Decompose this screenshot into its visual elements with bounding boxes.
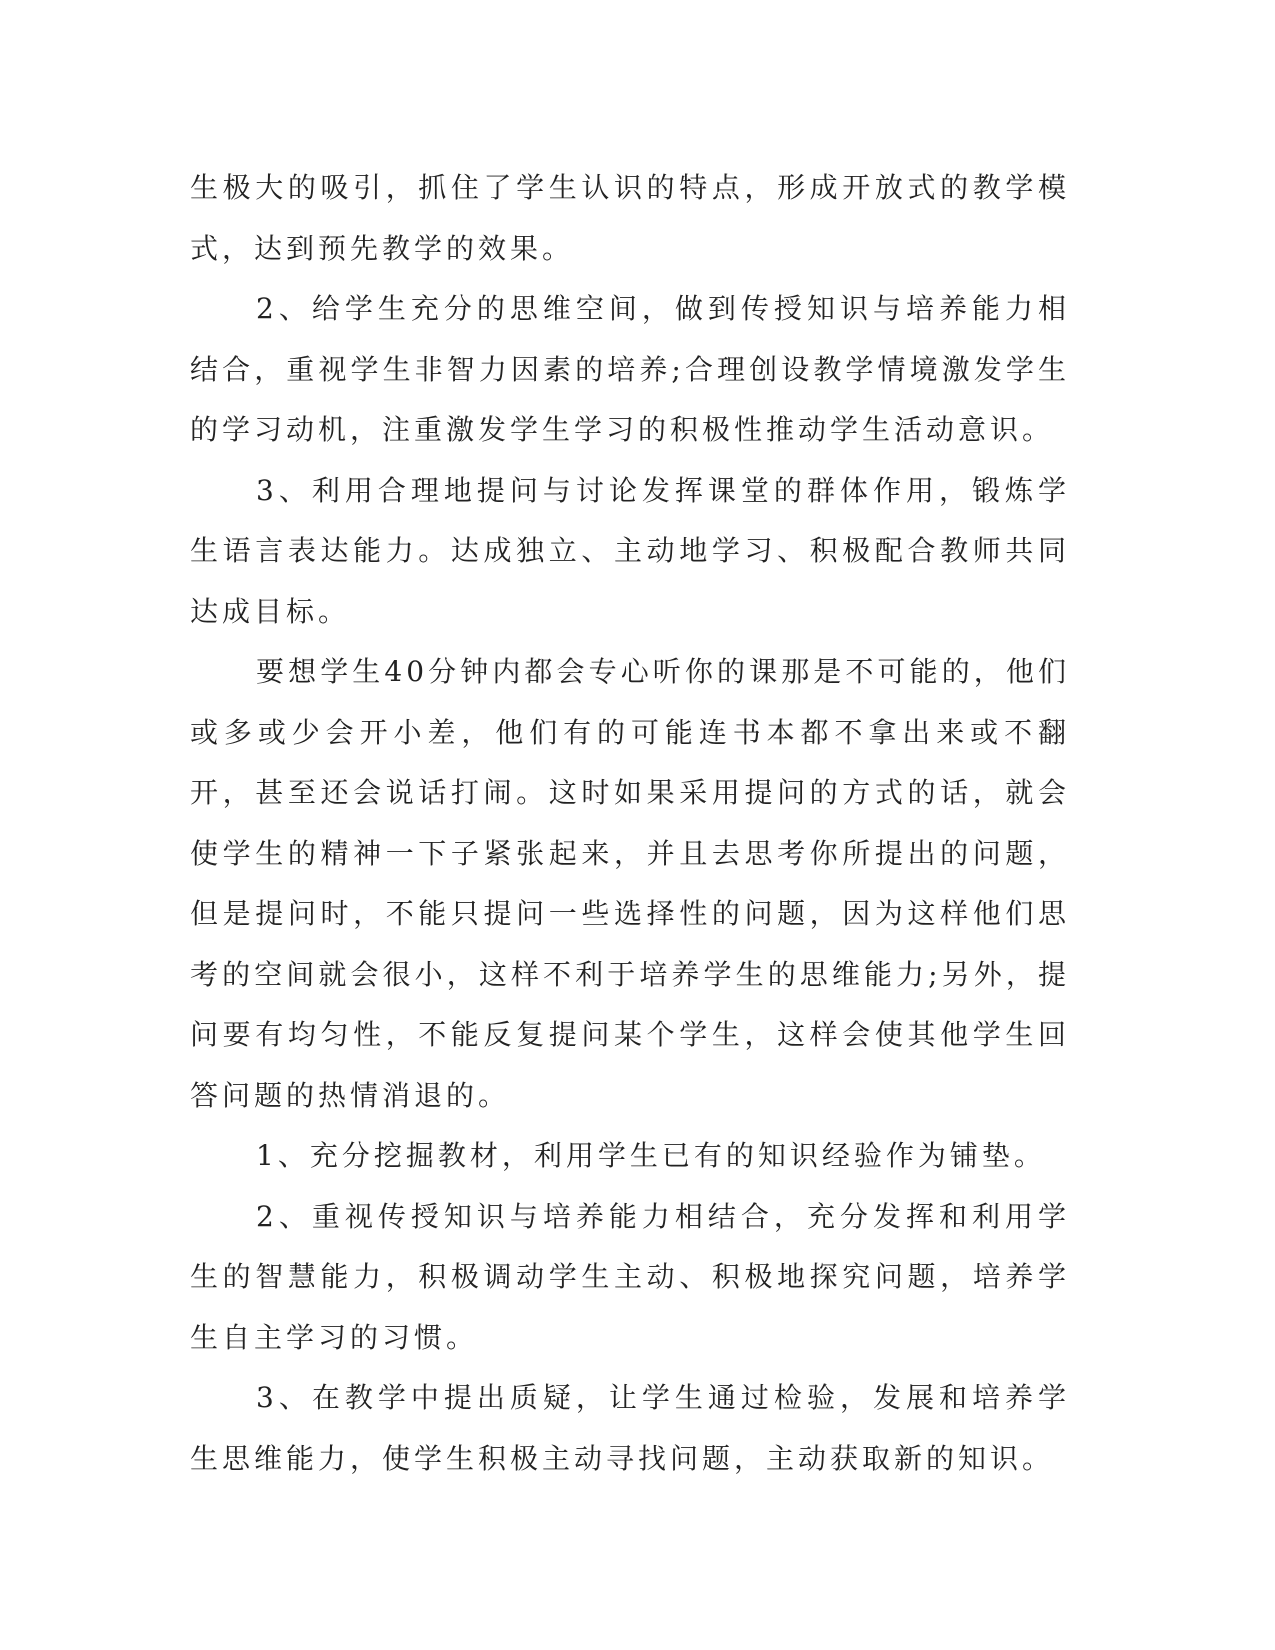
paragraph-continuation: 生极大的吸引，抓住了学生认识的特点，形成开放式的教学模式，达到预先教学的效果。	[190, 171, 1070, 265]
paragraph-item-1-textbook: 1、充分挖掘教材，利用学生已有的知识经验作为铺垫。	[256, 1139, 1046, 1172]
paragraph-item-2-ability: 2、重视传授知识与培养能力相结合，充分发挥和利用学生的智慧能力，积极调动学生主动、积极地探究问题，培养学生自主学习的习惯。	[190, 1199, 1070, 1354]
paragraph-item-3-questioning: 3、利用合理地提问与讨论发挥课堂的群体作用，锻炼学生语言表达能力。达成独立、主动地学习、积极配合教师共同达成目标。	[190, 473, 1070, 628]
paragraph-attention-questioning: 要想学生40分钟内都会专心听你的课那是不可能的，他们或多或少会开小差，他们有的可能连书本都不拿出来或不翻开，甚至还会说话打闹。这时如果采用提问的方式的话，就会使学生的精神一下子紧张起来，并且去思考你所提出的问题，但是提问时，不能只提问一些选择性的问题，因为这样他们思考的空间就会很小，这样不利于培养学生的思维能力;另外，提问要有均匀性，不能反复提问某个学生，这样会使其他学生回答问题的热情消退的。	[190, 655, 1070, 1112]
paragraph-item-2-thinking-space: 2、给学生充分的思维空间，做到传授知识与培养能力相结合，重视学生非智力因素的培养;合理创设教学情境激发学生的学习动机，注重激发学生学习的积极性推动学生活动意识。	[190, 292, 1070, 446]
paragraph-item-3-doubt: 3、在教学中提出质疑，让学生通过检验，发展和培养学生思维能力，使学生积极主动寻找问题，主动获取新的知识。	[190, 1381, 1070, 1475]
document-body	[190, 158, 1070, 1489]
